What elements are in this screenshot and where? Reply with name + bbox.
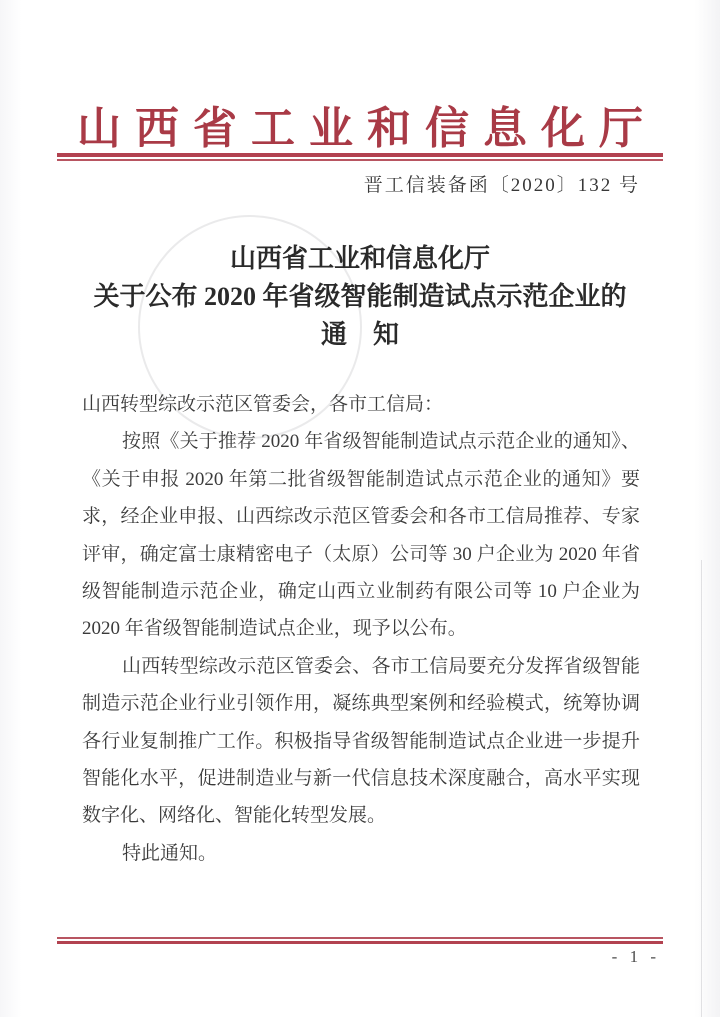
body-line: 智能化水平，促进制造业与新一代信息技术深度融合，高水平实现 — [82, 768, 640, 790]
salutation-line: 山西转型综改示范区管委会，各市工信局： — [82, 394, 444, 415]
document-title — [40, 240, 680, 354]
body-line: 数字化、网络化、智能化转型发展。 — [82, 805, 387, 827]
body-line: 按照《关于推荐 2020 年省级智能制造试点示范企业的通知》、 — [122, 431, 640, 453]
document-title-line-1: 山西省工业和信息化厅 — [229, 244, 490, 273]
header-red-rule — [57, 153, 663, 161]
body-line: 评审，确定富士康精密电子（太原）公司等 30 户企业为 2020 年省 — [82, 543, 640, 565]
scan-edge-artifact — [701, 560, 702, 1017]
body-line: 级智能制造示范企业，确定山西立业制药有限公司等 10 户企业为 — [82, 581, 640, 603]
body-line: 各行业复制推广工作。积极指导省级智能制造试点企业进一步提升 — [82, 730, 640, 752]
document-reference-number: 晋工信装备函〔2020〕132 号 — [363, 175, 640, 196]
document-body — [82, 386, 640, 872]
body-line: 2020 年省级智能制造试点企业，现予以公布。 — [82, 618, 467, 640]
page-number: - 1 - — [611, 947, 660, 966]
body-line: 制造示范企业行业引领作用，凝练典型案例和经验模式，统筹协调 — [82, 693, 640, 715]
body-line: 《关于申报 2020 年第二批省级智能制造试点示范企业的通知》要 — [82, 468, 640, 490]
header-rule-thin-bar — [57, 159, 663, 161]
document-title-line-3: 通 知 — [320, 320, 399, 349]
agency-header-title: 山西省工业和信息化厅 — [77, 104, 657, 153]
document-title-line-2: 关于公布 2020 年省级智能制造试点示范企业的 — [93, 282, 627, 311]
closing-line: 特此通知。 — [122, 842, 218, 864]
body-line: 求，经企业申报、山西综改示范区管委会和各市工信局推荐、专家 — [82, 506, 640, 528]
body-line: 山西转型综改示范区管委会、各市工信局要充分发挥省级智能 — [122, 655, 640, 677]
footer-red-rule — [57, 937, 663, 944]
footer-rule-thick-bar — [57, 941, 663, 944]
